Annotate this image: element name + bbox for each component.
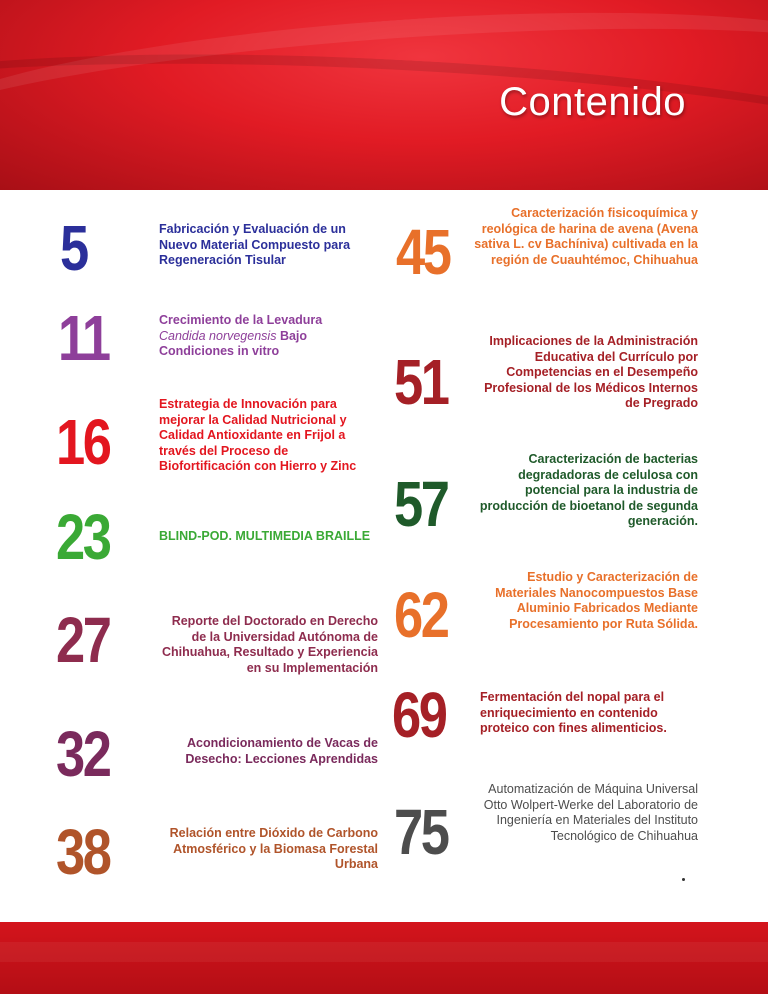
toc-entry-title-part: Bajo Condiciones in vitro (159, 328, 308, 358)
toc-page-number: 11 (58, 302, 109, 374)
toc-entry-title[interactable]: Caracterización de bacterias degradadoras de celulosa con potencial para la industria de producción de bioetanol de segunda generación. (479, 452, 698, 528)
toc-page-number: 45 (396, 216, 450, 288)
header-banner (0, 0, 768, 190)
toc-page-number: 27 (56, 604, 110, 676)
toc-page-number: 5 (60, 212, 87, 284)
toc-page-number: 69 (392, 679, 446, 751)
toc-entry-title[interactable] (159, 313, 359, 360)
toc-page-number: 51 (394, 346, 448, 418)
toc-entry-title[interactable]: Estudio y Caracterización de Materiales Nanocompuestos Base Aluminio Fabricados Mediante Procesamiento por Ruta Sólida. (495, 570, 698, 631)
toc-page-number: 62 (394, 579, 448, 651)
toc-entry-title-italic: Candida norvegensis (159, 328, 277, 343)
toc-entry-title[interactable]: Acondicionamiento de Vacas de Desecho: Lecciones Aprendidas (185, 736, 378, 766)
toc-entry-title[interactable]: Caracterización fisicoquímica y reológica de harina de avena (Avena sativa L. cv Bachíniva) cultivada en la región de Cuauhtémoc, Chihuahua (474, 206, 698, 267)
toc-page-number: 57 (394, 468, 448, 540)
toc-page-number: 16 (56, 406, 110, 478)
toc-entry-title[interactable]: Estrategia de Innovación para mejorar la Calidad Nutricional y Calidad Antioxidante en Frijol a través del Proceso de Biofortificación con Hierro y Zinc (159, 397, 357, 473)
toc-entry-title[interactable]: BLIND-POD. MULTIMEDIA BRAILLE (159, 529, 371, 543)
toc-page-number: 23 (56, 501, 110, 573)
toc-entry-title[interactable]: Fabricación y Evaluación de un Nuevo Material Compuesto para Regeneración Tisular (159, 222, 351, 267)
decorative-dot (682, 878, 685, 881)
toc-page-number: 75 (394, 796, 448, 868)
toc-entry-title[interactable]: Implicaciones de la Administración Educativa del Currículo por Competencias en el Desempeño Profesional de los Médicos Internos de Pregrado (484, 334, 698, 410)
toc-page-number: 32 (56, 718, 110, 790)
toc-page-number: 38 (56, 816, 110, 888)
page-title: Contenido (499, 80, 686, 124)
toc-entry-title[interactable]: Automatización de Máquina Universal Otto Wolpert-Werke del Laboratorio de Ingeniería en Materiales del Instituto Tecnológico de Chihuahua (483, 782, 698, 843)
footer-banner (0, 922, 768, 994)
toc-entry-title[interactable]: Fermentación del nopal para el enriquecimiento en contenido proteico con fines alimenticios. (480, 690, 667, 735)
toc-entry-title-part: Crecimiento de la Levadura (159, 313, 323, 327)
toc-entry-title[interactable]: Relación entre Dióxido de Carbono Atmosférico y la Biomasa Forestal Urbana (169, 826, 378, 871)
toc-entry-title[interactable]: Reporte del Doctorado en Derecho de la Universidad Autónoma de Chihuahua, Resultado y Experiencia en su Implementación (161, 614, 378, 675)
